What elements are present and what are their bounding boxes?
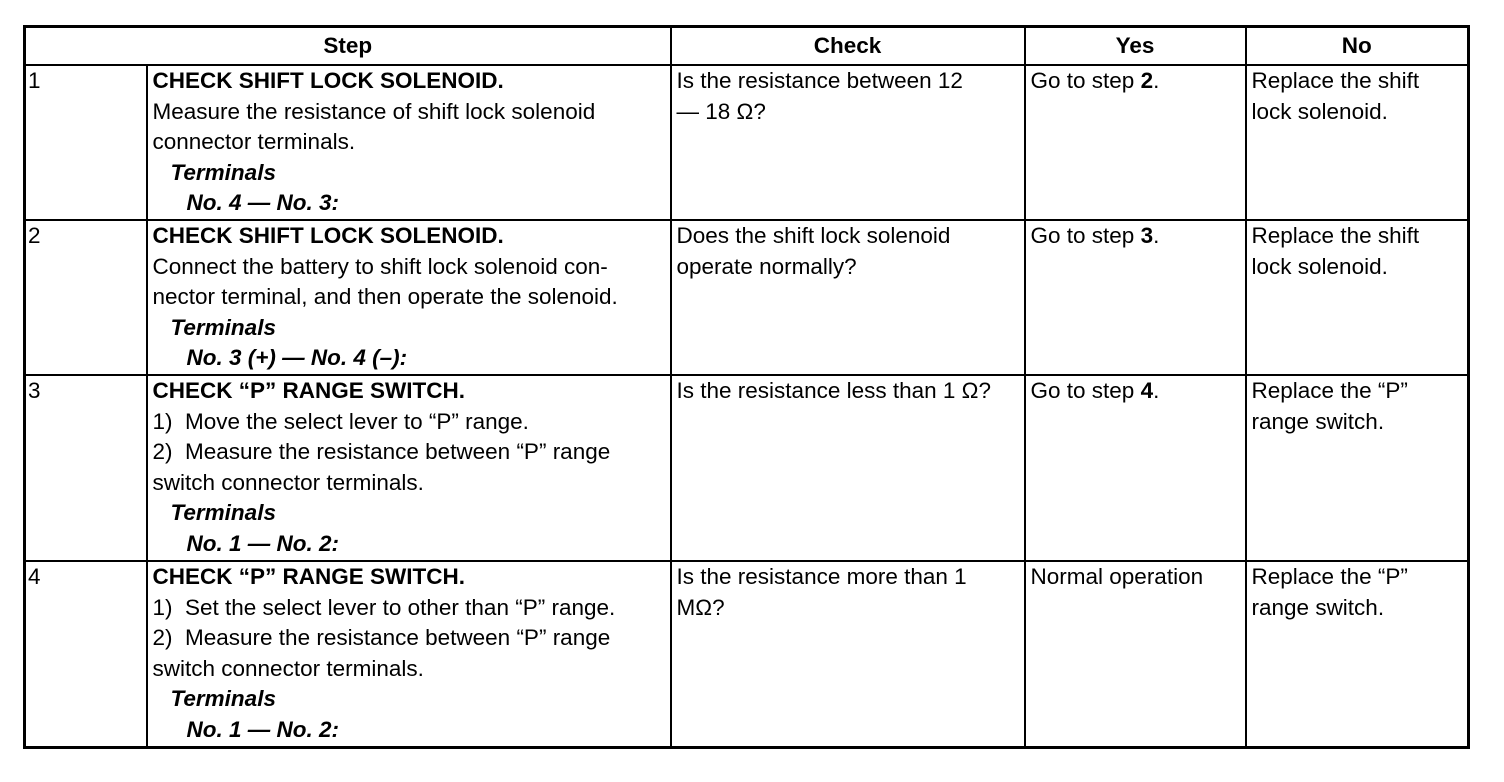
yes-suffix: . [1153,378,1160,403]
header-yes: Yes [1025,27,1246,66]
table-row [25,220,1469,375]
check-text: Does the shift lock solenoid [676,223,951,248]
terminals-label: Terminals [170,500,276,525]
yes-step-ref: 2 [1140,68,1154,93]
header-row [25,27,1469,66]
yes-suffix: . [1153,68,1160,93]
check-cell [671,220,1025,375]
table-row [25,65,1469,220]
step-number: 4 [25,561,147,748]
header-check: Check [671,27,1025,66]
step-title: CHECK SHIFT LOCK SOLENOID. [152,223,504,248]
no-text: Replace the “P” [1251,564,1408,589]
no-cell [1246,220,1469,375]
step-text: 2) Measure the resistance between “P” range [152,439,611,464]
terminals-value: No. 4 — No. 3: [186,190,340,215]
yes-cell [1025,561,1246,748]
step-text: Measure the resistance of shift lock solenoid [152,98,596,124]
step-title: CHECK SHIFT LOCK SOLENOID. [152,68,504,93]
step-text: switch connector terminals. [152,469,424,495]
step-text: nector terminal, and then operate the solenoid. [152,284,618,309]
yes-cell [1025,220,1246,375]
yes-text: Go to step [1030,223,1141,248]
header-step: Step [25,27,671,66]
step-text: 2) Measure the resistance between “P” range [152,625,611,650]
no-cell [1246,375,1469,561]
check-cell [671,65,1025,220]
step-title: CHECK “P” RANGE SWITCH. [152,564,466,589]
check-text: operate normally? [676,253,857,279]
no-text: range switch. [1251,408,1385,434]
header-no: No [1246,27,1469,66]
step-description [147,375,671,561]
no-text: Replace the “P” [1251,378,1408,403]
step-description [147,65,671,220]
no-text: lock solenoid. [1251,98,1388,124]
check-text: Is the resistance more than 1 [676,564,967,589]
terminals-label: Terminals [170,314,276,340]
yes-text: Go to step [1030,68,1141,93]
step-number: 3 [25,375,147,561]
yes-suffix: . [1153,223,1160,248]
step-description [147,561,671,748]
terminals-label: Terminals [170,159,276,185]
step-title: CHECK “P” RANGE SWITCH. [152,378,466,403]
step-text: connector terminals. [152,129,356,154]
no-cell [1246,65,1469,220]
step-text: Connect the battery to shift lock solenoid con- [152,253,608,279]
step-description [147,220,671,375]
terminals-label: Terminals [170,686,276,711]
yes-cell [1025,65,1246,220]
check-text: Is the resistance less than 1 Ω? [676,378,991,403]
no-cell [1246,561,1469,748]
terminals-value: No. 3 (+) — No. 4 (–): [186,345,408,370]
no-text: range switch. [1251,594,1385,620]
step-number: 2 [25,220,147,375]
yes-step-ref: 4 [1140,378,1154,403]
diagnostic-table [23,25,1470,749]
yes-cell [1025,375,1246,561]
check-cell [671,375,1025,561]
yes-text: Normal operation [1030,564,1204,589]
step-text: 1) Set the select lever to other than “P” range. [152,594,616,620]
check-text: MΩ? [676,594,725,620]
table-row [25,375,1469,561]
terminals-value: No. 1 — No. 2: [186,530,340,556]
step-text: switch connector terminals. [152,655,424,681]
terminals-value: No. 1 — No. 2: [186,716,340,742]
no-text: Replace the shift [1251,223,1420,248]
check-text: — 18 Ω? [676,98,766,124]
check-text: Is the resistance between 12 [676,68,963,93]
step-number: 1 [25,65,147,220]
yes-step-ref: 3 [1140,223,1154,248]
table-row [25,561,1469,748]
check-cell [671,561,1025,748]
yes-text: Go to step [1030,378,1141,403]
step-text: 1) Move the select lever to “P” range. [152,408,529,434]
no-text: lock solenoid. [1251,253,1388,279]
no-text: Replace the shift [1251,68,1420,93]
